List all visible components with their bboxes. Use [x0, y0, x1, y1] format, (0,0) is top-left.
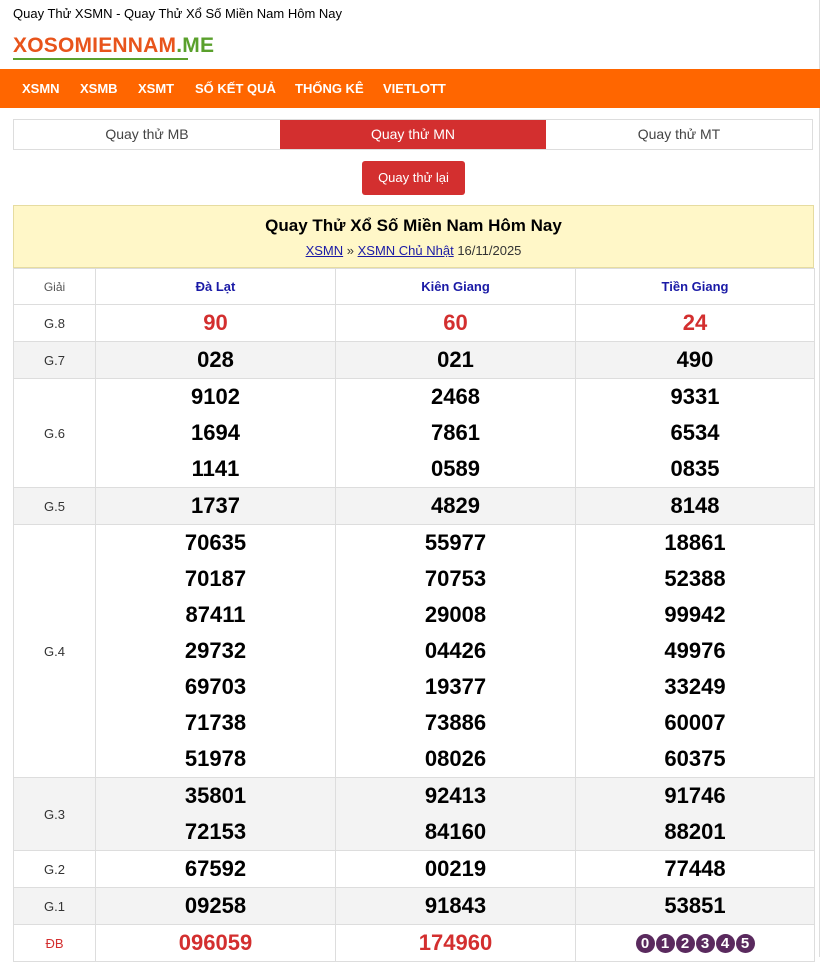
nav-xsmn[interactable]: XSMN [22, 81, 60, 96]
prize-cell [576, 925, 815, 962]
respin-button[interactable]: Quay thử lại [362, 161, 465, 195]
spinning-digit-ball: 1 [656, 934, 675, 953]
prize-number: 84160 [424, 819, 487, 844]
prize-cell [336, 488, 576, 525]
prize-label: G.6 [14, 379, 96, 488]
prize-number: 6534 [670, 420, 720, 445]
prize-number: 55977 [424, 530, 487, 555]
prize-cell [576, 851, 815, 888]
prize-label: G.8 [14, 305, 96, 342]
prize-number: 24 [682, 310, 708, 335]
column-header-province[interactable]: Tiền Giang [576, 269, 815, 305]
prize-cell [96, 342, 336, 379]
prize-number: 00219 [424, 856, 487, 881]
prize-number: 028 [197, 347, 234, 372]
tab-quay-thu-mb[interactable]: Quay thử MB [105, 126, 189, 142]
region-tabs [13, 119, 813, 150]
table-row [14, 851, 815, 888]
prize-number: 92413 [424, 783, 487, 808]
prize-cell [576, 342, 815, 379]
prize-number: 1694 [191, 420, 240, 445]
prize-label: G.5 [14, 488, 96, 525]
prize-cell [576, 778, 815, 851]
prize-number: 70187 [184, 566, 247, 591]
prize-number: 60 [443, 310, 468, 335]
prize-cell [336, 379, 576, 488]
tab-quay-thu-mt[interactable]: Quay thử MT [637, 126, 721, 142]
prize-cell [576, 305, 815, 342]
prize-number: 18861 [664, 530, 726, 555]
prize-number: 19377 [424, 674, 487, 699]
prize-number: 60375 [664, 746, 726, 771]
prize-number: 9331 [670, 384, 720, 409]
nav-xsmb[interactable]: XSMB [80, 81, 118, 96]
prize-number: 04426 [424, 638, 487, 663]
prize-number: 70635 [184, 530, 247, 555]
prize-cell [576, 488, 815, 525]
prize-cell [576, 525, 815, 778]
spinning-digit-ball: 4 [716, 934, 735, 953]
prize-number: 29008 [424, 602, 487, 627]
prize-number: 1141 [191, 456, 240, 481]
prize-cell [336, 778, 576, 851]
logo-underline [13, 58, 188, 60]
prize-label: G.7 [14, 342, 96, 379]
nav-vietlott[interactable]: VIETLOTT [383, 81, 446, 96]
breadcrumb [14, 243, 813, 258]
prize-number: 0835 [670, 456, 720, 481]
breadcrumb-separator: » [343, 243, 358, 258]
prize-number: 49976 [664, 638, 726, 663]
prize-label: G.2 [14, 851, 96, 888]
prize-number: 99942 [664, 602, 726, 627]
prize-cell [96, 925, 336, 962]
table-row [14, 342, 815, 379]
spinning-digits [636, 934, 755, 953]
prize-number: 2468 [431, 384, 480, 409]
table-row [14, 379, 815, 488]
page-title: Quay Thử XSMN - Quay Thử Xổ Số Miền Nam Hôm Nay [13, 6, 343, 21]
prize-number: 29732 [184, 638, 247, 663]
result-title: Quay Thử Xổ Số Miền Nam Hôm Nay [265, 216, 562, 235]
prize-number: 69703 [184, 674, 247, 699]
nav-thong-ke[interactable]: THỐNG KÊ [295, 81, 364, 96]
prize-number: 53851 [664, 893, 726, 918]
prize-cell [96, 851, 336, 888]
table-row [14, 488, 815, 525]
prize-label: G.4 [14, 525, 96, 778]
prize-number: 90 [203, 310, 228, 335]
logo-text-main: XOSOMIENNAM [13, 34, 177, 57]
tab-quay-thu-mn[interactable]: Quay thử MN [280, 120, 546, 149]
nav-so-ket-qua[interactable]: SỐ KẾT QUẢ [195, 81, 276, 96]
prize-number: 73886 [424, 710, 487, 735]
prize-number: 174960 [418, 930, 493, 955]
spinning-digit-ball: 3 [696, 934, 715, 953]
prize-number: 91843 [424, 893, 487, 918]
table-row [14, 305, 815, 342]
table-row [14, 925, 815, 962]
table-header-row [14, 269, 815, 305]
prize-number: 52388 [664, 566, 726, 591]
results-table [13, 268, 815, 962]
prize-cell [96, 379, 336, 488]
prize-number: 4829 [431, 493, 480, 518]
prize-number: 51978 [184, 746, 247, 771]
prize-number: 91746 [664, 783, 726, 808]
logo-text-domain: .ME [176, 34, 215, 57]
prize-number: 72153 [184, 819, 247, 844]
prize-number: 9102 [191, 384, 240, 409]
prize-number: 490 [676, 347, 714, 372]
prize-cell [576, 379, 815, 488]
prize-number: 0589 [431, 456, 480, 481]
nav-xsmt[interactable]: XSMT [138, 81, 175, 96]
spinning-digit-ball: 2 [676, 934, 695, 953]
breadcrumb-xsmn-link[interactable]: XSMN [305, 243, 344, 258]
prize-cell [336, 305, 576, 342]
prize-label: G.1 [14, 888, 96, 925]
prize-number: 1737 [191, 493, 240, 518]
prize-cell [96, 305, 336, 342]
spinning-digit-ball: 0 [636, 934, 655, 953]
prize-number: 33249 [664, 674, 726, 699]
prize-number: 71738 [184, 710, 247, 735]
column-header-province[interactable]: Đà Lạt [96, 269, 336, 305]
prize-cell [96, 888, 336, 925]
table-row [14, 525, 815, 778]
prize-cell [336, 851, 576, 888]
prize-number: 096059 [178, 930, 253, 955]
prize-number: 60007 [664, 710, 726, 735]
result-date: 16/11/2025 [453, 243, 522, 258]
site-logo[interactable] [13, 33, 214, 59]
prize-number: 77448 [664, 856, 726, 881]
column-header-province[interactable]: Kiên Giang [336, 269, 576, 305]
table-row [14, 888, 815, 925]
result-header [13, 205, 814, 268]
prize-number: 67592 [184, 856, 247, 881]
prize-cell [336, 888, 576, 925]
prize-label: ĐB [14, 925, 96, 962]
column-header-prize: Giải [14, 269, 96, 305]
prize-number: 09258 [184, 893, 247, 918]
prize-number: 87411 [185, 602, 246, 627]
table-row [14, 778, 815, 851]
prize-number: 7861 [431, 420, 480, 445]
prize-number: 88201 [664, 819, 726, 844]
breadcrumb-xsmn-chu-nhat-link[interactable]: XSMN Chủ Nhật [357, 243, 454, 258]
main-navbar [0, 69, 820, 108]
prize-number: 8148 [670, 493, 720, 518]
spinning-digit-ball: 5 [736, 934, 755, 953]
prize-cell [96, 525, 336, 778]
prize-cell [336, 525, 576, 778]
prize-cell [336, 342, 576, 379]
prize-number: 70753 [424, 566, 487, 591]
prize-number: 021 [437, 347, 474, 372]
prize-label: G.3 [14, 778, 96, 851]
prize-cell [96, 488, 336, 525]
prize-cell [576, 888, 815, 925]
prize-number: 08026 [424, 746, 487, 771]
prize-cell [336, 925, 576, 962]
prize-number: 35801 [184, 783, 247, 808]
prize-cell [96, 778, 336, 851]
